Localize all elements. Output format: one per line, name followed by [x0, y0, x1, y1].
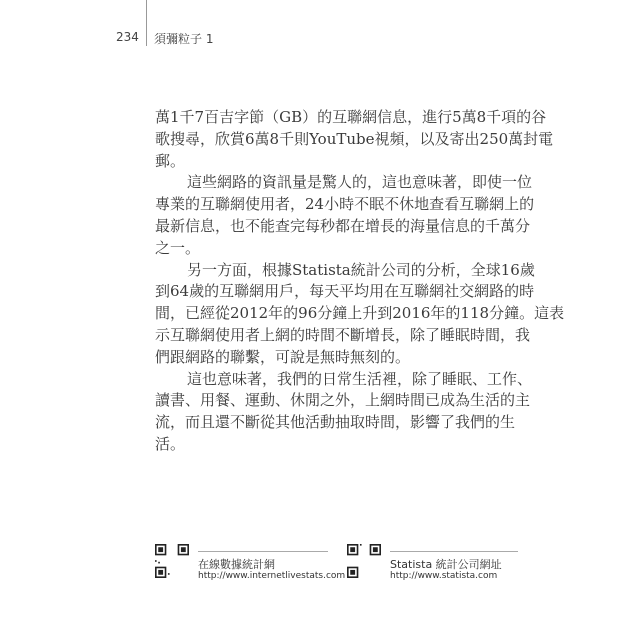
paragraph: [155, 172, 535, 259]
page-number: 234: [116, 30, 139, 44]
text-line: 專業的互聯網使用者，24小時不眠不休地查看互聯網上的: [155, 195, 535, 214]
body-text: [155, 107, 565, 456]
text-line: 活。: [155, 434, 186, 453]
text-line: 到64歲的互聯網用戶，每天平均用在互聯網社交網路的時: [155, 282, 535, 301]
text-line: 歌搜尋，欣賞6萬8千則YouTube視頻，以及寄出250萬封電: [155, 129, 554, 148]
footer-link-url[interactable]: http://www.internetlivestats.com: [198, 571, 346, 581]
text-line: 郵。: [155, 151, 186, 170]
text-line: 萬1千7百吉字節（GB）的互聯網信息，進行5萬8千項的谷: [155, 108, 547, 126]
running-title: 須彌粒子 1: [154, 32, 214, 46]
qr-code-icon: [155, 543, 189, 579]
footer-link-title: 在線數據統計網: [198, 558, 275, 571]
footer-rule: [198, 551, 328, 552]
text-line: 讀書、用餐、運動、休閒之外，上網時間已成為生活的主: [155, 391, 531, 410]
text-line: 們跟網路的聯繫，可說是無時無刻的。: [155, 347, 411, 366]
text-line: 之一。: [155, 238, 201, 257]
text-line: 這也意味著，我們的日常生活裡，除了睡眠、工作、: [187, 369, 533, 388]
footer-link-title: Statista 統計公司網址: [390, 558, 502, 571]
text-line: 間，已經從2012年的96分鐘上升到2016年的118分鐘。這表: [155, 304, 565, 323]
footer-rule: [390, 551, 518, 552]
paragraph: [155, 107, 554, 172]
paragraph: [155, 260, 565, 369]
footer-link-url[interactable]: http://www.statista.com: [390, 571, 498, 581]
text-line: 另一方面，根據Statista統計公司的分析，全球16歲: [187, 260, 535, 279]
text-line: 這些網路的資訊量是驚人的，這也意味著，即使一位: [187, 173, 533, 192]
paragraph: [155, 369, 533, 456]
text-line: 最新信息，也不能查完每秒都在增長的海量信息的千萬分: [155, 216, 531, 235]
qr-code-icon: [347, 543, 381, 579]
text-line: 示互聯網使用者上網的時間不斷增長，除了睡眠時間，我: [155, 325, 531, 344]
header-divider: [146, 0, 147, 46]
text-line: 流，而且還不斷從其他活動抽取時間，影響了我們的生: [155, 413, 516, 432]
